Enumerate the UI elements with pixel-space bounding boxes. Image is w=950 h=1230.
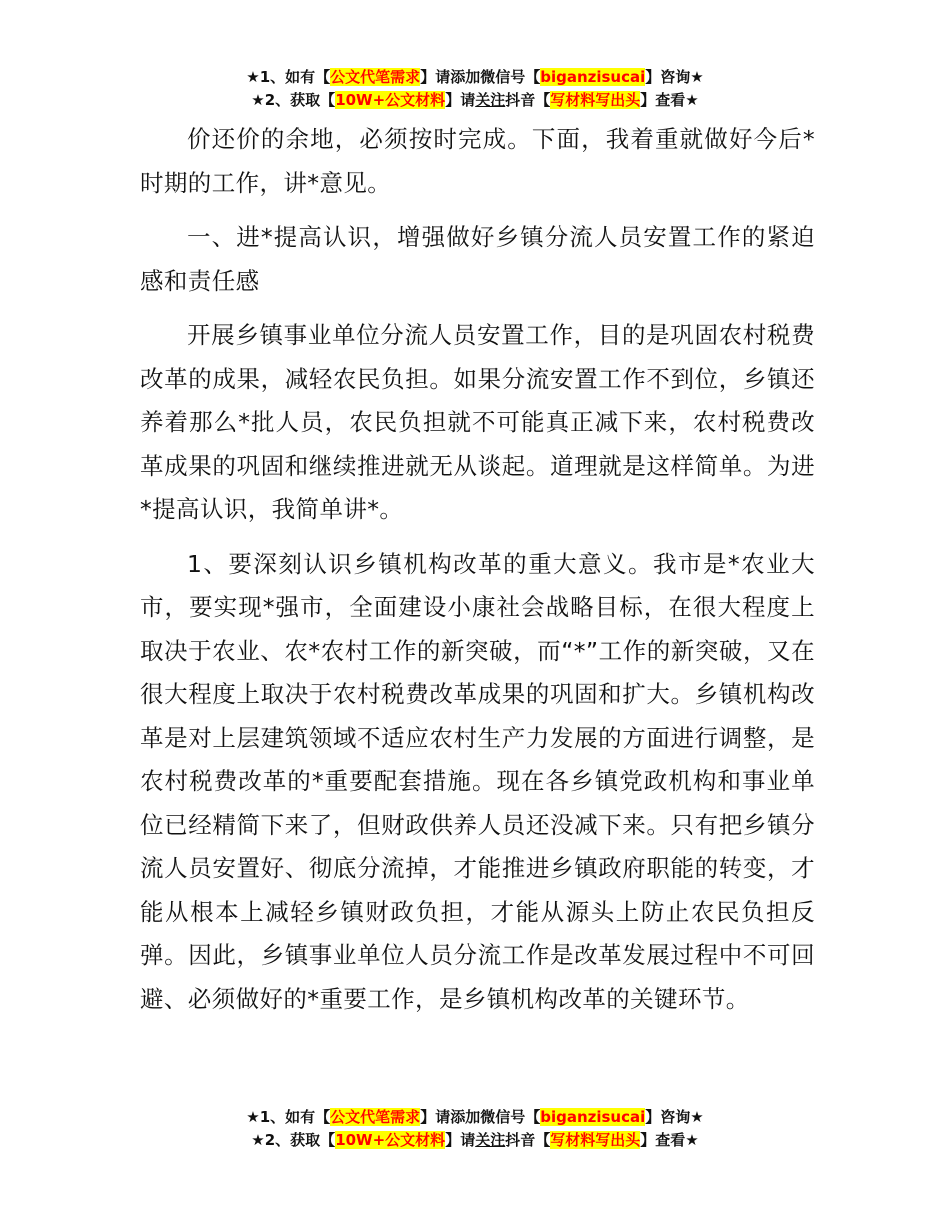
section-heading-1: 一、进*提高认识，增强做好乡镇分流人员安置工作的紧迫感和责任感 <box>140 223 815 295</box>
header-line-1-text-b: 】请添加微信号【 <box>420 68 541 86</box>
header-underline-follow: 关注 <box>475 91 506 109</box>
paragraph-intro: 开展乡镇事业单位分流人员安置工作，目的是巩固农村税费改革的成果，减轻农民负担。如果分流安置工作不到位，乡镇还养着那么*批人员，农民负担就不可能真正减下来，农村税费改革成果的巩固和继续推进就无从谈起。道理就是这样简单。为进*提高认识，我简单讲*。 <box>140 321 815 523</box>
header-line-2 <box>0 89 950 112</box>
paragraph-continued: 价还价的余地，必须按时完成。下面，我着重就做好今后*时期的工作，讲*意见。 <box>140 125 815 197</box>
header-line-1-text-c: 】咨询★ <box>645 68 704 86</box>
footer-line-1 <box>0 1106 950 1129</box>
footer-underline-follow: 关注 <box>475 1131 506 1149</box>
header-highlight-douyin: 写材料写出头 <box>550 91 641 109</box>
footer-highlight-wechat-id: biganzisucai <box>540 1108 646 1126</box>
footer-line-1-text-c: 】咨询★ <box>645 1108 704 1126</box>
header-line-1-text-a: ★1、如有【 <box>246 68 331 86</box>
header-highlight-wechat-id: biganzisucai <box>540 68 646 86</box>
header-banner <box>0 66 950 112</box>
header-line-1 <box>0 66 950 89</box>
document-body <box>140 118 815 1021</box>
header-line-2-text-a: ★2、获取【 <box>251 91 336 109</box>
footer-highlight-douyin: 写材料写出头 <box>550 1131 641 1149</box>
header-highlight-materials: 10W+公文材料 <box>335 91 446 109</box>
footer-highlight-ghostwriting: 公文代笔需求 <box>330 1108 421 1126</box>
header-highlight-ghostwriting: 公文代笔需求 <box>330 68 421 86</box>
footer-line-2-text-a: ★2、获取【 <box>251 1131 336 1149</box>
footer-line-2-text-b: 】请 <box>445 1131 476 1149</box>
footer-line-1-text-a: ★1、如有【 <box>246 1108 331 1126</box>
header-line-2-text-c: 抖音【 <box>505 91 551 109</box>
footer-banner <box>0 1106 950 1152</box>
header-line-2-text-b: 】请 <box>445 91 476 109</box>
header-line-2-text-d: 】查看★ <box>640 91 699 109</box>
footer-highlight-materials: 10W+公文材料 <box>335 1131 446 1149</box>
footer-line-2 <box>0 1129 950 1152</box>
paragraph-point-1: 1、要深刻认识乡镇机构改革的重大意义。我市是*农业大市，要实现*强市，全面建设小康社会战略目标，在很大程度上取决于农业、农*农村工作的新突破，而“*”工作的新突破，又在很大程度上取决于农村税费改革成果的巩固和扩大。乡镇机构改革是对上层建筑领域不适应农村生产力发展的方面进行调整，是农村税费改革的*重要配套措施。现在各乡镇党政机构和事业单位已经精简下来了，但财政供养人员还没减下来。只有把乡镇分流人员安置好、彻底分流掉，才能推进乡镇政府职能的转变，才能从根本上减轻乡镇财政负担，才能从源头上防止农民负担反弹。因此，乡镇事业单位人员分流工作是改革发展过程中不可回避、必须做好的*重要工作，是乡镇机构改革的关键环节。 <box>140 549 815 1013</box>
footer-line-2-text-c: 抖音【 <box>505 1131 551 1149</box>
footer-line-2-text-d: 】查看★ <box>640 1131 699 1149</box>
footer-line-1-text-b: 】请添加微信号【 <box>420 1108 541 1126</box>
